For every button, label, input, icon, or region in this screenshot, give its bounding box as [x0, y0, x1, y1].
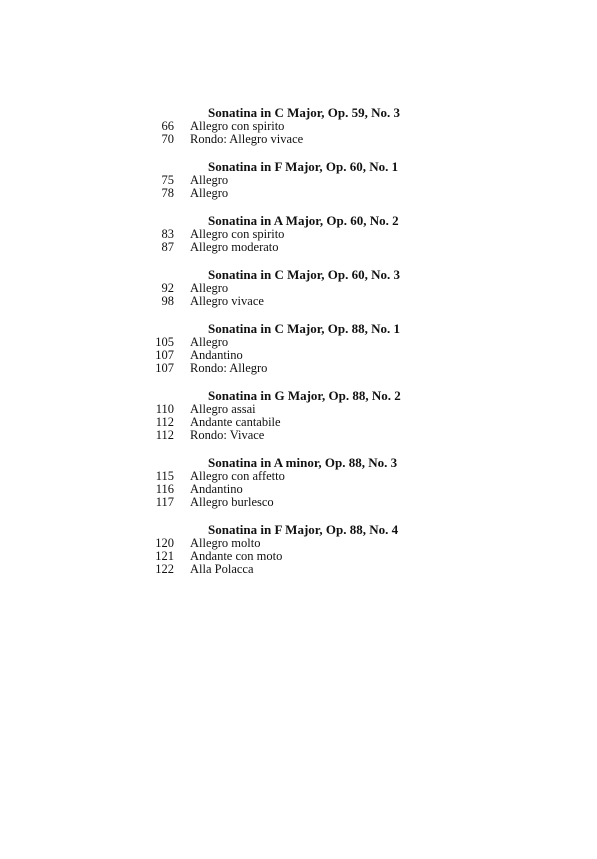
movement-title: Andantino	[190, 482, 243, 496]
movement-title: Rondo: Vivace	[190, 428, 265, 442]
movement-title: Allegro con spirito	[190, 119, 285, 133]
page-number: 115	[155, 469, 174, 483]
section-title: Sonatina in F Major, Op. 60, No. 1	[208, 159, 399, 174]
movement-title: Allegro con affetto	[190, 469, 285, 483]
page-number: 107	[155, 361, 174, 375]
toc-section	[0, 523, 597, 576]
toc-section	[0, 322, 597, 375]
movement-title: Allegro	[190, 335, 229, 349]
page-number: 66	[161, 119, 174, 133]
movement-title: Allegro	[190, 173, 229, 187]
movement-title: Andante con moto	[190, 549, 283, 563]
section-title: Sonatina in G Major, Op. 88, No. 2	[208, 388, 401, 403]
page-number: 107	[155, 348, 174, 362]
movement-title: Allegro	[190, 186, 229, 200]
toc-entry	[0, 496, 597, 509]
toc-section	[0, 214, 597, 254]
toc-entry	[0, 362, 597, 375]
toc-section	[0, 106, 597, 146]
page-number: 98	[161, 294, 174, 308]
page-number: 105	[155, 335, 174, 349]
toc-entry	[0, 282, 597, 295]
toc-section	[0, 456, 597, 509]
movement-title: Allegro	[190, 281, 229, 295]
toc-entry	[0, 133, 597, 146]
toc-entry	[0, 174, 597, 187]
page-number: 117	[155, 495, 174, 509]
toc-entry	[0, 403, 597, 416]
page-number: 110	[155, 402, 174, 416]
movement-title: Andante cantabile	[190, 415, 281, 429]
page-number: 83	[161, 227, 174, 241]
toc-entry	[0, 483, 597, 496]
movement-title: Allegro burlesco	[190, 495, 274, 509]
table-of-contents	[0, 106, 597, 590]
section-title: Sonatina in A minor, Op. 88, No. 3	[208, 455, 398, 470]
page-number: 70	[161, 132, 174, 146]
toc-entry	[0, 349, 597, 362]
section-title: Sonatina in C Major, Op. 60, No. 3	[208, 267, 401, 282]
movement-title: Allegro moderato	[190, 240, 279, 254]
toc-entry	[0, 295, 597, 308]
page-number: 116	[155, 482, 174, 496]
movement-title: Andantino	[190, 348, 243, 362]
page-number: 112	[155, 428, 174, 442]
page-number: 78	[161, 186, 174, 200]
movement-title: Allegro molto	[190, 536, 261, 550]
movement-title: Rondo: Allegro vivace	[190, 132, 304, 146]
toc-entry	[0, 429, 597, 442]
movement-title: Allegro assai	[190, 402, 256, 416]
page-number: 92	[161, 281, 174, 295]
toc-section	[0, 389, 597, 442]
toc-section	[0, 268, 597, 308]
page-number: 120	[155, 536, 174, 550]
page-number: 112	[155, 415, 174, 429]
movement-title: Alla Polacca	[190, 562, 254, 576]
section-title: Sonatina in C Major, Op. 88, No. 1	[208, 321, 401, 336]
toc-entry	[0, 416, 597, 429]
section-title: Sonatina in A Major, Op. 60, No. 2	[208, 213, 399, 228]
section-title: Sonatina in C Major, Op. 59, No. 3	[208, 105, 401, 120]
toc-entry	[0, 537, 597, 550]
movement-title: Allegro con spirito	[190, 227, 285, 241]
movement-title: Allegro vivace	[190, 294, 264, 308]
toc-section	[0, 160, 597, 200]
page-number: 122	[155, 562, 174, 576]
toc-entry	[0, 563, 597, 576]
toc-entry	[0, 550, 597, 563]
movement-title: Rondo: Allegro	[190, 361, 268, 375]
section-title: Sonatina in F Major, Op. 88, No. 4	[208, 522, 399, 537]
toc-entry	[0, 241, 597, 254]
page-number: 87	[161, 240, 174, 254]
toc-entry	[0, 228, 597, 241]
toc-entry	[0, 187, 597, 200]
toc-entry	[0, 470, 597, 483]
page-number: 75	[161, 173, 174, 187]
page-number: 121	[155, 549, 174, 563]
toc-entry	[0, 336, 597, 349]
